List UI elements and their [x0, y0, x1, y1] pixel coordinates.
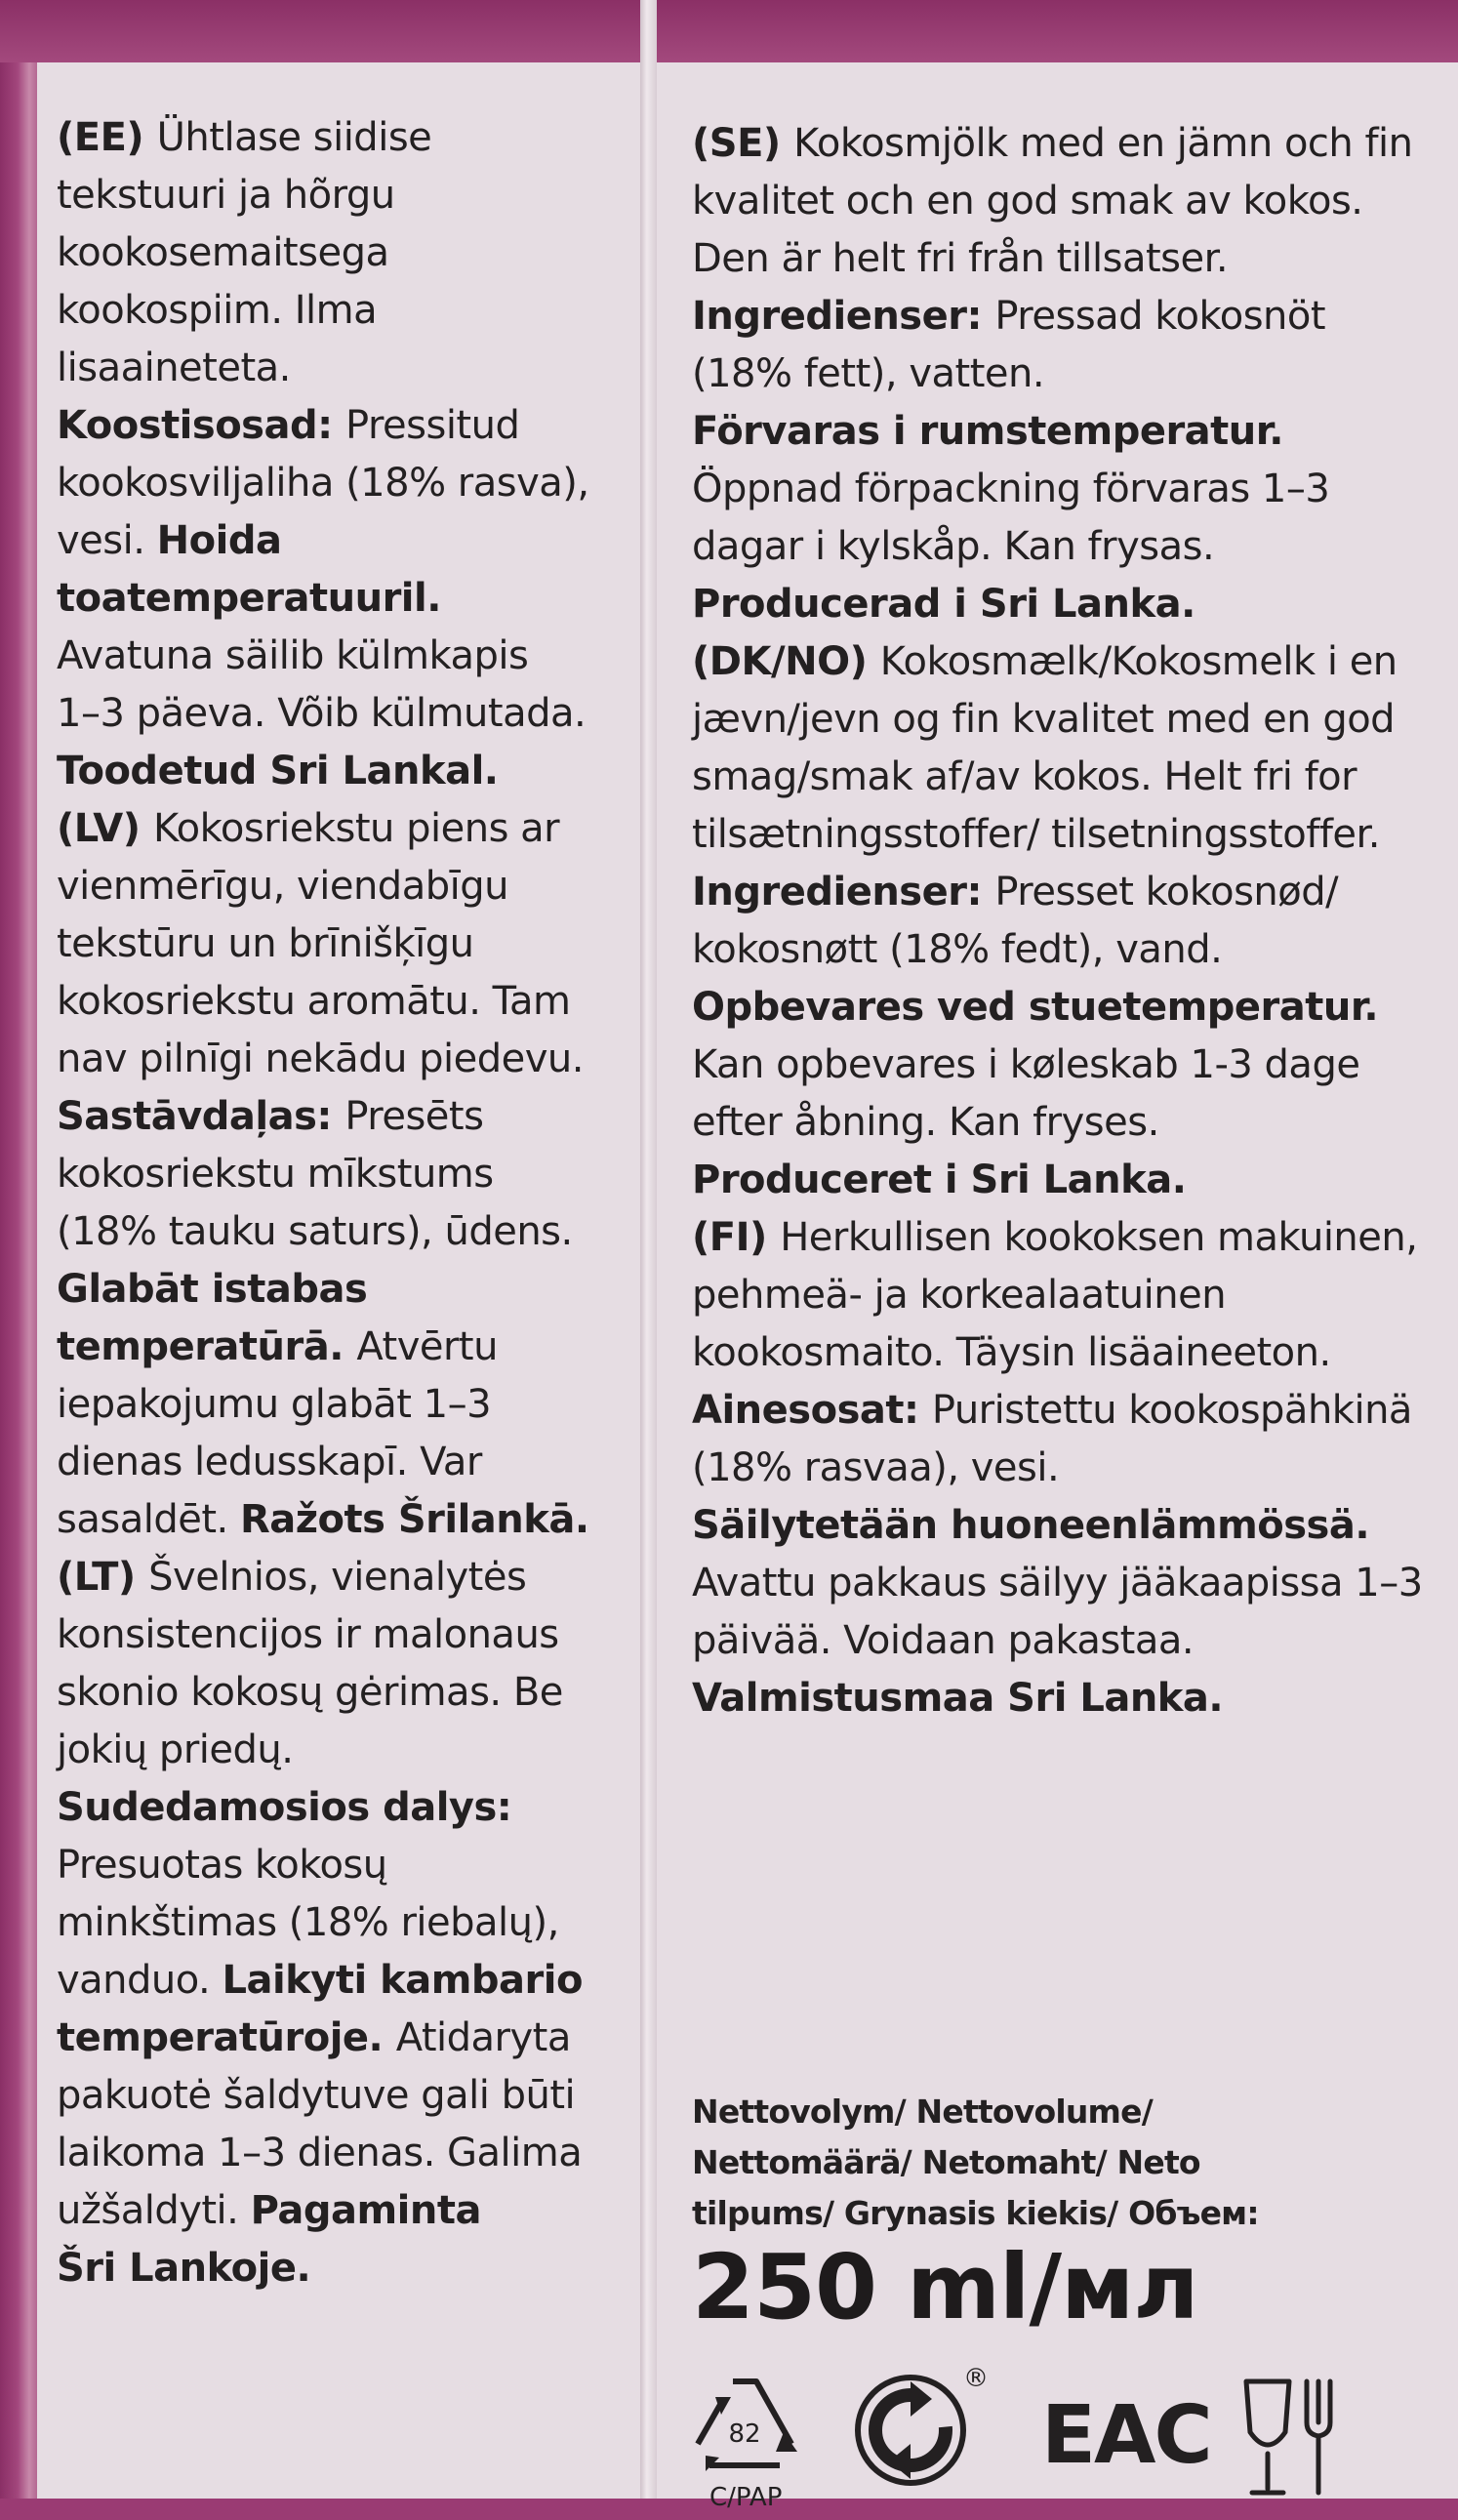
text-line: [57, 1434, 640, 1491]
text-line: [57, 1837, 640, 1894]
text-line: [57, 2240, 640, 2297]
text-line: [57, 2125, 640, 2182]
text-line: [57, 915, 640, 973]
text-line: [57, 2067, 640, 2125]
bold-text-run: (EE): [57, 115, 157, 160]
text-run: Ühtlase siidise: [156, 115, 432, 160]
text-run: Presuotas kokosų: [57, 1843, 387, 1888]
text-run: Kokosmjölk med en jämn och fin: [793, 121, 1413, 166]
text-line: [692, 1267, 1458, 1324]
text-run: kookosemaitsega: [57, 230, 389, 275]
text-run: 1–3 päeva. Võib külmutada.: [57, 691, 587, 736]
text-run: Kokosriekstu piens ar: [152, 806, 560, 851]
recycling-code: 82: [728, 2419, 761, 2449]
text-line: [57, 455, 640, 512]
text-run: vienmērīgu, viendabīgu: [57, 864, 508, 909]
text-line: [57, 570, 640, 628]
text-line: [57, 1779, 640, 1837]
text-line: [692, 173, 1458, 230]
bold-text-run: Valmistusmaa Sri Lanka.: [692, 1676, 1224, 1721]
text-run: Herkullisen kookoksen makuinen,: [780, 1215, 1418, 1260]
text-line: [692, 864, 1458, 921]
text-line: [57, 743, 640, 800]
bold-text-run: toatemperatuuril.: [57, 576, 441, 621]
text-line: [57, 167, 640, 224]
bold-text-run: Ingredienser:: [692, 870, 995, 915]
bold-text-run: Säilytetään huoneenlämmössä.: [692, 1503, 1370, 1548]
text-run: minkštimas (18% riebalų),: [57, 1900, 559, 1945]
text-line: [57, 1952, 640, 2010]
right-column-text: [692, 115, 1458, 1727]
text-run: Atidaryta: [395, 2015, 571, 2060]
text-line: [57, 224, 640, 282]
text-run: (18% tauku saturs), ūdens.: [57, 1209, 573, 1254]
text-run: tekstuuri ja hõrgu: [57, 173, 395, 218]
text-line: [692, 1555, 1458, 1612]
text-line: [692, 1670, 1458, 1727]
net-volume-label-line: tilpums/ Grynasis kiekis/ Объем:: [692, 2194, 1259, 2232]
left-column-text: [57, 109, 640, 2297]
text-run: Kokosmælk/Kokosmelk i en: [879, 639, 1397, 684]
text-line: [57, 1549, 640, 1606]
text-line: [692, 979, 1458, 1036]
bold-text-run: Opbevares ved stuetemperatur.: [692, 985, 1379, 1030]
right-text-panel: [657, 62, 1458, 2512]
bold-text-run: (LT): [57, 1555, 149, 1600]
text-line: [692, 749, 1458, 806]
text-line: [692, 691, 1458, 749]
text-line: [57, 1491, 640, 1549]
text-line: [57, 397, 640, 455]
text-run: Den är helt fri från tillsatser.: [692, 236, 1229, 281]
net-volume-value: 250 ml/мл: [692, 2235, 1198, 2339]
text-line: [692, 1382, 1458, 1440]
bold-text-run: Hoida: [156, 518, 282, 563]
text-run: vanduo.: [57, 1958, 223, 2003]
recycling-triangle-icon: [686, 2368, 803, 2485]
text-line: [57, 1261, 640, 1319]
bold-text-run: Ražots Šrilankā.: [239, 1497, 589, 1542]
text-run: (18% fett), vatten.: [692, 351, 1045, 396]
text-line: [692, 230, 1458, 288]
text-line: [692, 806, 1458, 864]
text-run: Pressitud: [345, 403, 520, 448]
bold-text-run: Pagaminta: [250, 2188, 481, 2233]
text-line: [57, 512, 640, 570]
text-run: päivää. Voidaan pakastaa.: [692, 1618, 1195, 1663]
text-run: Puristettu kookospähkinä: [931, 1388, 1412, 1433]
recycling-material: C/PAP: [709, 2483, 783, 2512]
text-line: [57, 1319, 640, 1376]
text-run: kvalitet och en god smak av kokos.: [692, 179, 1363, 224]
bold-text-run: temperatūrā.: [57, 1324, 357, 1369]
text-run: tekstūru un brīnišķīgu: [57, 921, 474, 966]
text-run: kokosriekstu aromātu. Tam: [57, 979, 571, 1024]
eac-mark-icon: EAC: [1041, 2389, 1211, 2482]
text-run: Atvērtu: [356, 1324, 498, 1369]
text-run: nav pilnīgi nekādu piedevu.: [57, 1036, 584, 1081]
text-run: konsistencijos ir malonaus: [57, 1612, 559, 1657]
net-volume-label-line: Nettovolym/ Nettovolume/: [692, 2093, 1153, 2131]
packaging-symbols: [686, 2364, 1428, 2520]
text-line: [57, 1664, 640, 1722]
bold-text-run: Koostisosad:: [57, 403, 346, 448]
text-line: [692, 403, 1458, 461]
text-run: Avattu pakkaus säilyy jääkaapissa 1–3: [692, 1561, 1423, 1605]
text-run: Presset kokosnød/: [994, 870, 1339, 915]
text-line: [57, 628, 640, 685]
text-run: iepakojumu glabāt 1–3: [57, 1382, 492, 1427]
bold-text-run: Förvaras i rumstemperatur.: [692, 409, 1283, 454]
bold-text-run: (DK/NO): [692, 639, 880, 684]
text-run: efter åbning. Kan fryses.: [692, 1100, 1159, 1145]
bold-text-run: Produceret i Sri Lanka.: [692, 1158, 1187, 1202]
text-line: [692, 1209, 1458, 1267]
bold-text-run: Glabāt istabas: [57, 1267, 368, 1312]
text-run: smag/smak af/av kokos. Helt fri for: [692, 754, 1357, 799]
bold-text-run: Laikyti kambario: [222, 1958, 583, 2003]
text-run: lisaaineteta.: [57, 345, 291, 390]
text-line: [57, 1722, 640, 1779]
bold-text-run: (FI): [692, 1215, 781, 1260]
text-line: [692, 518, 1458, 576]
text-run: dienas ledusskapī. Var: [57, 1440, 482, 1484]
text-line: [57, 1894, 640, 1952]
text-run: kokosriekstu mīkstums: [57, 1152, 494, 1197]
text-run: užšaldyti.: [57, 2188, 251, 2233]
text-run: sasaldēt.: [57, 1497, 240, 1542]
net-volume-label: [692, 2087, 1259, 2239]
text-run: pehmeä- ja korkealaatuinen: [692, 1273, 1227, 1318]
bold-text-run: Toodetud Sri Lankal.: [57, 749, 499, 793]
text-line: [57, 973, 640, 1031]
text-line: [57, 340, 640, 397]
text-line: [57, 858, 640, 915]
glass-fork-food-safe-icon: [1233, 2364, 1350, 2510]
text-line: [692, 1497, 1458, 1555]
text-line: [692, 461, 1458, 518]
text-run: kookospiim. Ilma: [57, 288, 378, 333]
text-line: [692, 345, 1458, 403]
text-run: jokių priedų.: [57, 1727, 294, 1772]
text-line: [57, 1606, 640, 1664]
text-line: [57, 1088, 640, 1146]
text-run: skonio kokosų gėrimas. Be: [57, 1670, 563, 1715]
text-run: Avatuna säilib külmkapis: [57, 633, 529, 678]
text-line: [692, 115, 1458, 173]
text-run: Kan opbevares i køleskab 1-3 dage: [692, 1042, 1360, 1087]
net-volume-label-line: Nettomäärä/ Netomaht/ Neto: [692, 2143, 1200, 2181]
text-line: [692, 1152, 1458, 1209]
carton-edge: [0, 0, 1458, 62]
text-line: [57, 1203, 640, 1261]
text-run: kookosmaito. Täysin lisäaineeton.: [692, 1330, 1331, 1375]
text-line: [57, 2182, 640, 2240]
text-line: [57, 282, 640, 340]
text-run: pakuotė šaldytuve gali būti: [57, 2073, 576, 2118]
text-run: jævn/jevn og fin kvalitet med en god: [692, 697, 1396, 742]
text-run: kookosviljaliha (18% rasva),: [57, 461, 589, 506]
text-line: [57, 685, 640, 743]
bold-text-run: Šri Lankoje.: [57, 2246, 311, 2291]
text-line: [692, 921, 1458, 979]
left-text-panel: [37, 62, 640, 2499]
text-run: tilsætningsstoffer/ tilsetningsstoffer.: [692, 812, 1381, 857]
text-line: [57, 2010, 640, 2067]
bold-text-run: (LV): [57, 806, 153, 851]
registered-mark: ®: [963, 2364, 989, 2393]
text-line: [692, 1036, 1458, 1094]
text-line: [57, 800, 640, 858]
text-line: [692, 1324, 1458, 1382]
text-run: dagar i kylskåp. Kan frysas.: [692, 524, 1215, 569]
text-line: [692, 1440, 1458, 1497]
text-run: Švelnios, vienalytės: [148, 1555, 527, 1600]
panel-fold: [640, 0, 657, 2499]
text-line: [57, 109, 640, 167]
text-run: (18% rasvaa), vesi.: [692, 1445, 1060, 1490]
bold-text-run: temperatūroje.: [57, 2015, 396, 2060]
text-line: [692, 576, 1458, 633]
text-line: [692, 1094, 1458, 1152]
text-line: [692, 1612, 1458, 1670]
bold-text-run: (SE): [692, 121, 794, 166]
green-dot-icon: [852, 2372, 969, 2489]
text-line: [692, 288, 1458, 345]
text-run: laikoma 1–3 dienas. Galima: [57, 2131, 583, 2175]
text-line: [57, 1376, 640, 1434]
bold-text-run: Ainesosat:: [692, 1388, 932, 1433]
bold-text-run: Sudedamosios dalys:: [57, 1785, 512, 1830]
text-run: Öppnad förpackning förvaras 1–3: [692, 467, 1330, 511]
text-run: vesi.: [57, 518, 157, 563]
bold-text-run: Producerad i Sri Lanka.: [692, 582, 1195, 627]
text-run: Pressad kokosnöt: [994, 294, 1326, 339]
text-run: kokosnøtt (18% fedt), vand.: [692, 927, 1223, 972]
text-line: [57, 1146, 640, 1203]
bold-text-run: Ingredienser:: [692, 294, 995, 339]
text-run: Presēts: [344, 1094, 484, 1139]
text-line: [692, 633, 1458, 691]
bold-text-run: Sastāvdaļas:: [57, 1094, 345, 1139]
text-line: [57, 1031, 640, 1088]
